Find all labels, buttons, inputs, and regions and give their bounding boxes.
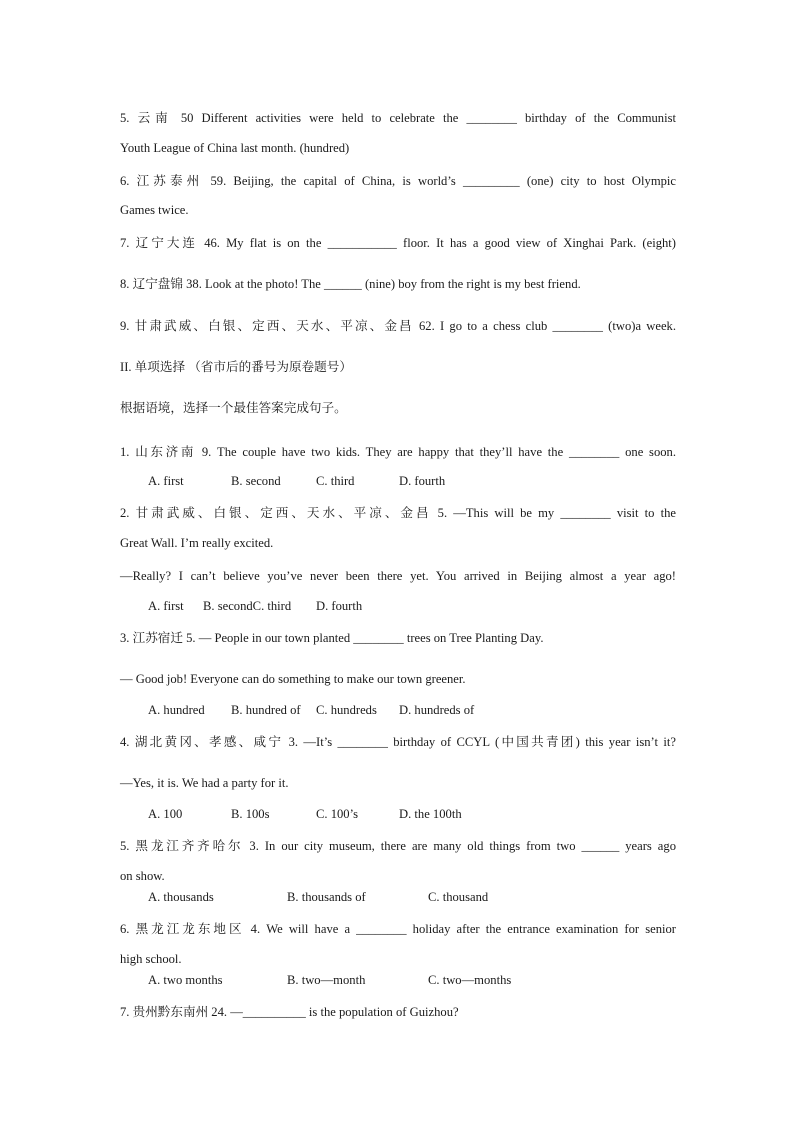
answer-option: B. hundred of <box>231 703 301 717</box>
answer-option: C. 100’s <box>316 807 358 821</box>
answer-option: B. 100s <box>231 807 270 821</box>
text-line-l8: II. 单项选择 （省市后的番号为原卷题号） <box>120 360 352 374</box>
text-line-l20: —Yes, it is. We had a party for it. <box>120 776 289 790</box>
answer-option: B. thousands of <box>287 890 366 904</box>
answer-option: B. two—month <box>287 973 366 987</box>
text-line-l6: 8. 辽宁盘锦 38. Look at the photo! The ______ (nine) boy from the right is my best friend. <box>120 277 581 291</box>
text-line-l19: 4. 湖北黄冈、孝感、咸宁 3. —It’s ________ birthday of CCYL (中国共青团) this year isn’t it? <box>120 735 676 749</box>
text-line-l28: 7. 贵州黔东南州 24. —__________ is the population of Guizhou? <box>120 1005 459 1019</box>
answer-option: D. hundreds of <box>399 703 475 717</box>
text-line-l3: 6. 江苏泰州 59. Beijing, the capital of China, is world’s _________ (one) city to host Olympic <box>120 174 676 188</box>
text-line-l4: Games twice. <box>120 203 189 217</box>
text-line-l23: on show. <box>120 869 165 883</box>
text-line-l17: — Good job! Everyone can do something to make our town greener. <box>120 672 466 686</box>
text-line-l26: high school. <box>120 952 182 966</box>
answer-option: B. secondC. third <box>203 599 292 613</box>
answer-option: A. 100 <box>148 807 183 821</box>
text-line-l5: 7. 辽宁大连 46. My flat is on the ___________ floor. It has a good view of Xinghai Park. (eight) <box>120 236 676 250</box>
text-line-l16: 3. 江苏宿迁 5. — People in our town planted ________ trees on Tree Planting Day. <box>120 631 544 645</box>
text-line-l22: 5. 黑龙江齐齐哈尔 3. In our city museum, there are many old things from two ______ years ago <box>120 839 676 853</box>
text-line-l25: 6. 黑龙江龙东地区 4. We will have a ________ holiday after the entrance examination for senior <box>120 922 676 936</box>
text-line-l9: 根据语境，选择一个最佳答案完成句子。 <box>120 401 347 415</box>
answer-option: A. first <box>148 599 184 613</box>
text-line-l7: 9. 甘肃武威、白银、定西、天水、平凉、金昌 62. I go to a chess club ________ (two)a week. <box>120 319 676 333</box>
text-line-l2: Youth League of China last month. (hundred) <box>120 141 350 155</box>
text-line-l14: —Really? I can’t believe you’ve never been there yet. You arrived in Beijing almost a year ago! <box>120 569 676 583</box>
answer-option: C. hundreds <box>316 703 377 717</box>
answer-option: D. the 100th <box>399 807 462 821</box>
answer-option: A. hundred <box>148 703 205 717</box>
text-line-l12: 2. 甘肃武威、白银、定西、天水、平凉、金昌 5. —This will be my ________ visit to the <box>120 506 676 520</box>
answer-option: C. two—months <box>428 973 512 987</box>
answer-option: A. first <box>148 474 184 488</box>
text-line-l10: 1. 山东济南 9. The couple have two kids. They are happy that they’ll have the ________ one soon. <box>120 445 676 459</box>
text-line-l1: 5. 云南 50 Different activities were held to celebrate the ________ birthday of the Communist <box>120 111 676 125</box>
answer-option: C. thousand <box>428 890 489 904</box>
answer-option: A. thousands <box>148 890 214 904</box>
text-line-l13: Great Wall. I’m really excited. <box>120 536 274 550</box>
answer-option: A. two months <box>148 973 223 987</box>
answer-option: C. third <box>316 474 355 488</box>
answer-option: D. fourth <box>316 599 363 613</box>
answer-option: B. second <box>231 474 281 488</box>
answer-option: D. fourth <box>399 474 446 488</box>
